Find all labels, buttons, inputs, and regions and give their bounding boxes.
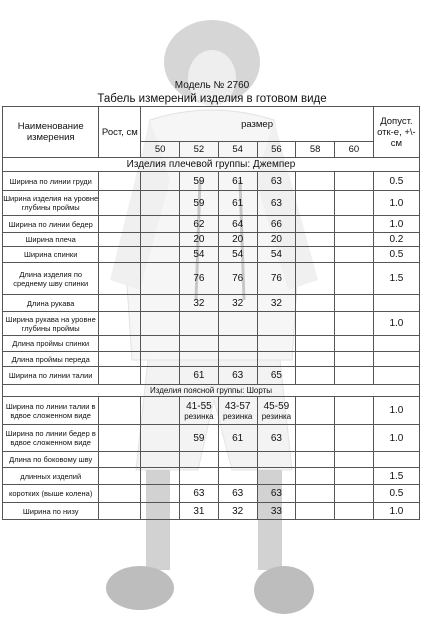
table-row bbox=[3, 452, 420, 468]
row-tolerance: 1.0 bbox=[373, 503, 419, 520]
cell-value: 76 bbox=[193, 273, 205, 284]
row-tolerance: 0.2 bbox=[373, 233, 419, 247]
cell-size-56 bbox=[257, 367, 296, 385]
cell-size-58 bbox=[296, 425, 335, 452]
row-name: Ширина плеча bbox=[3, 233, 99, 247]
cell-value: 32 bbox=[232, 505, 244, 517]
row-tolerance: 0.5 bbox=[373, 172, 419, 191]
size-54: 54 bbox=[218, 142, 257, 158]
cell-size-54 bbox=[218, 263, 257, 295]
table-row bbox=[3, 233, 420, 247]
cell-size-50 bbox=[141, 295, 180, 312]
row-height-cell bbox=[99, 312, 141, 336]
cell-value: 63 bbox=[270, 488, 282, 499]
cell-size-50 bbox=[141, 247, 180, 263]
row-tolerance bbox=[373, 352, 419, 367]
titles bbox=[0, 80, 424, 106]
cell-note: резинка bbox=[261, 411, 292, 421]
cell-size-60 bbox=[335, 336, 374, 352]
cell-size-58 bbox=[296, 233, 335, 247]
row-name: Ширина по линии бедер в вдвое сложенном виде bbox=[3, 425, 99, 452]
cell-value: 61 bbox=[232, 432, 244, 444]
cell-value: 61 bbox=[232, 197, 244, 209]
cell-size-52 bbox=[180, 352, 219, 367]
header-height: Рост, см bbox=[99, 107, 141, 158]
header-size: размер bbox=[141, 107, 374, 142]
row-height-cell bbox=[99, 336, 141, 352]
cell-size-50 bbox=[141, 397, 180, 425]
table-row bbox=[3, 172, 420, 191]
cell-size-50 bbox=[141, 352, 180, 367]
row-height-cell bbox=[99, 216, 141, 233]
cell-size-52 bbox=[180, 367, 219, 385]
cell-note: резинка bbox=[184, 411, 214, 421]
cell-size-58 bbox=[296, 485, 335, 503]
row-name: длинных изделий bbox=[3, 468, 99, 485]
table-row bbox=[3, 312, 420, 336]
table-title: Табель измерений изделия в готовом виде bbox=[97, 93, 327, 105]
group-title-bottom: Изделия поясной группы: Шорты bbox=[3, 385, 420, 397]
group-title-top: Изделия плечевой группы: Джемпер bbox=[3, 158, 420, 172]
cell-value: 63 bbox=[270, 197, 282, 209]
cell-size-60 bbox=[335, 397, 374, 425]
row-tolerance: 1.0 bbox=[373, 397, 419, 425]
cell-size-58 bbox=[296, 503, 335, 520]
row-tolerance: 0.5 bbox=[373, 485, 419, 503]
row-name: Длина рукава bbox=[3, 295, 99, 312]
cell-size-52 bbox=[180, 233, 219, 247]
cell-size-56 bbox=[257, 216, 296, 233]
cell-size-60 bbox=[335, 312, 374, 336]
cell-size-50 bbox=[141, 485, 180, 503]
cell-size-52 bbox=[180, 485, 219, 503]
size-58: 58 bbox=[296, 142, 335, 158]
row-tolerance bbox=[373, 295, 419, 312]
cell-size-58 bbox=[296, 452, 335, 468]
row-name: Длина проймы переда bbox=[3, 352, 99, 367]
row-name: Ширина по низу bbox=[3, 503, 99, 520]
cell-size-50 bbox=[141, 312, 180, 336]
header-name: Наименование измерения bbox=[3, 107, 99, 158]
row-tolerance bbox=[373, 367, 419, 385]
row-height-cell bbox=[99, 397, 141, 425]
cell-size-54 bbox=[218, 233, 257, 247]
row-height-cell bbox=[99, 295, 141, 312]
cell-size-54 bbox=[218, 247, 257, 263]
cell-size-54 bbox=[218, 452, 257, 468]
cell-size-52 bbox=[180, 172, 219, 191]
cell-size-50 bbox=[141, 367, 180, 385]
cell-size-54 bbox=[218, 367, 257, 385]
cell-size-52 bbox=[180, 216, 219, 233]
row-height-cell bbox=[99, 503, 141, 520]
cell-size-60 bbox=[335, 263, 374, 295]
cell-size-56 bbox=[257, 247, 296, 263]
cell-value: 63 bbox=[270, 432, 282, 444]
cell-size-54 bbox=[218, 352, 257, 367]
cell-value: 20 bbox=[232, 234, 244, 245]
row-name: Ширина рукава на уровне глубины проймы bbox=[3, 312, 99, 336]
cell-size-58 bbox=[296, 172, 335, 191]
row-name: Длина проймы спинки bbox=[3, 336, 99, 352]
cell-size-60 bbox=[335, 172, 374, 191]
row-name: Ширина изделия на уровне глубины проймы bbox=[3, 191, 99, 216]
cell-size-54 bbox=[218, 191, 257, 216]
cell-size-50 bbox=[141, 336, 180, 352]
cell-size-54 bbox=[218, 503, 257, 520]
cell-size-56 bbox=[257, 503, 296, 520]
cell-size-56 bbox=[257, 425, 296, 452]
cell-value: 54 bbox=[232, 249, 244, 260]
row-height-cell bbox=[99, 172, 141, 191]
cell-value: 63 bbox=[232, 370, 244, 381]
cell-size-52 bbox=[180, 295, 219, 312]
cell-size-58 bbox=[296, 468, 335, 485]
cell-size-58 bbox=[296, 367, 335, 385]
cell-size-60 bbox=[335, 452, 374, 468]
row-name: Длина изделия по среднему шву спинки bbox=[3, 263, 99, 295]
cell-size-52 bbox=[180, 247, 219, 263]
cell-size-54 bbox=[218, 425, 257, 452]
cell-size-50 bbox=[141, 191, 180, 216]
cell-value: 76 bbox=[232, 273, 244, 284]
cell-size-54 bbox=[218, 216, 257, 233]
table-row bbox=[3, 485, 420, 503]
cell-size-60 bbox=[335, 247, 374, 263]
cell-size-56 bbox=[257, 452, 296, 468]
cell-value: 31 bbox=[193, 505, 205, 517]
cell-value: 63 bbox=[193, 488, 205, 499]
cell-value: 20 bbox=[193, 234, 205, 245]
cell-size-56 bbox=[257, 312, 296, 336]
cell-size-50 bbox=[141, 233, 180, 247]
cell-value: 33 bbox=[270, 505, 282, 517]
table-row bbox=[3, 336, 420, 352]
cell-size-60 bbox=[335, 233, 374, 247]
cell-value: 61 bbox=[232, 175, 244, 187]
header-tolerance: Допуст. отк-е, +\-см bbox=[373, 107, 419, 158]
row-name: коротких (выше колена) bbox=[3, 485, 99, 503]
table-row bbox=[3, 468, 420, 485]
size-50: 50 bbox=[141, 142, 180, 158]
cell-size-56 bbox=[257, 172, 296, 191]
table-row bbox=[3, 247, 420, 263]
size-56: 56 bbox=[257, 142, 296, 158]
row-tolerance: 1.0 bbox=[373, 312, 419, 336]
cell-value: 41-55 bbox=[186, 400, 212, 412]
cell-size-52 bbox=[180, 425, 219, 452]
cell-size-56 bbox=[257, 263, 296, 295]
cell-value: 62 bbox=[193, 218, 205, 230]
model-title: Модель № 2760 bbox=[174, 80, 250, 91]
cell-size-60 bbox=[335, 216, 374, 233]
row-name: Ширина по линии талии bbox=[3, 367, 99, 385]
cell-size-54 bbox=[218, 468, 257, 485]
cell-size-56 bbox=[257, 352, 296, 367]
row-height-cell bbox=[99, 367, 141, 385]
cell-value: 45-59 bbox=[263, 400, 290, 412]
table-row bbox=[3, 191, 420, 216]
cell-size-58 bbox=[296, 295, 335, 312]
cell-value: 32 bbox=[270, 297, 282, 309]
measurement-table bbox=[2, 106, 420, 520]
cell-size-60 bbox=[335, 295, 374, 312]
row-name: Ширина по линии талии в вдвое сложенном виде bbox=[3, 397, 99, 425]
cell-size-56 bbox=[257, 397, 296, 425]
row-height-cell bbox=[99, 233, 141, 247]
cell-size-60 bbox=[335, 352, 374, 367]
table-row bbox=[3, 503, 420, 520]
row-height-cell bbox=[99, 485, 141, 503]
cell-size-54 bbox=[218, 485, 257, 503]
cell-size-60 bbox=[335, 485, 374, 503]
cell-value: 63 bbox=[270, 175, 282, 187]
cell-size-50 bbox=[141, 452, 180, 468]
row-name: Ширина по линии груди bbox=[3, 172, 99, 191]
size-60: 60 bbox=[335, 142, 374, 158]
cell-size-56 bbox=[257, 191, 296, 216]
cell-value: 59 bbox=[193, 197, 205, 209]
table-row bbox=[3, 367, 420, 385]
row-name: Ширина по линии бедер bbox=[3, 216, 99, 233]
cell-size-60 bbox=[335, 468, 374, 485]
row-tolerance: 1.5 bbox=[373, 263, 419, 295]
cell-value: 59 bbox=[193, 432, 205, 444]
cell-size-52 bbox=[180, 263, 219, 295]
row-height-cell bbox=[99, 247, 141, 263]
cell-size-52 bbox=[180, 468, 219, 485]
cell-size-52 bbox=[180, 452, 219, 468]
row-tolerance: 1.0 bbox=[373, 425, 419, 452]
table-row bbox=[3, 425, 420, 452]
row-height-cell bbox=[99, 191, 141, 216]
row-name: Длина по боковому шву bbox=[3, 452, 99, 468]
row-tolerance: 1.5 bbox=[373, 468, 419, 485]
size-52: 52 bbox=[180, 142, 219, 158]
table-row bbox=[3, 352, 420, 367]
table-row bbox=[3, 216, 420, 233]
cell-size-58 bbox=[296, 397, 335, 425]
row-tolerance: 1.0 bbox=[373, 191, 419, 216]
row-height-cell bbox=[99, 352, 141, 367]
cell-size-52 bbox=[180, 191, 219, 216]
cell-size-58 bbox=[296, 191, 335, 216]
row-height-cell bbox=[99, 452, 141, 468]
cell-value: 65 bbox=[270, 370, 282, 381]
cell-value: 43-57 bbox=[224, 400, 251, 412]
cell-size-58 bbox=[296, 352, 335, 367]
cell-size-56 bbox=[257, 295, 296, 312]
cell-size-60 bbox=[335, 191, 374, 216]
cell-size-52 bbox=[180, 312, 219, 336]
row-tolerance bbox=[373, 336, 419, 352]
cell-size-56 bbox=[257, 485, 296, 503]
cell-value: 20 bbox=[270, 234, 282, 245]
row-tolerance: 0.5 bbox=[373, 247, 419, 263]
row-tolerance: 1.0 bbox=[373, 216, 419, 233]
cell-size-58 bbox=[296, 336, 335, 352]
cell-size-56 bbox=[257, 233, 296, 247]
cell-size-56 bbox=[257, 468, 296, 485]
cell-size-50 bbox=[141, 216, 180, 233]
cell-size-56 bbox=[257, 336, 296, 352]
cell-value: 63 bbox=[232, 488, 244, 499]
cell-size-54 bbox=[218, 172, 257, 191]
cell-size-60 bbox=[335, 367, 374, 385]
row-tolerance bbox=[373, 452, 419, 468]
cell-size-58 bbox=[296, 312, 335, 336]
cell-value: 61 bbox=[193, 370, 205, 381]
row-height-cell bbox=[99, 468, 141, 485]
cell-size-54 bbox=[218, 295, 257, 312]
row-height-cell bbox=[99, 263, 141, 295]
cell-size-58 bbox=[296, 247, 335, 263]
cell-value: 66 bbox=[270, 218, 282, 230]
table-row bbox=[3, 263, 420, 295]
cell-value: 54 bbox=[270, 249, 282, 260]
cell-note: резинка bbox=[222, 411, 253, 421]
cell-size-52 bbox=[180, 397, 219, 425]
cell-size-50 bbox=[141, 263, 180, 295]
cell-size-50 bbox=[141, 503, 180, 520]
cell-size-52 bbox=[180, 336, 219, 352]
cell-size-60 bbox=[335, 425, 374, 452]
cell-size-58 bbox=[296, 216, 335, 233]
cell-value: 64 bbox=[232, 218, 244, 230]
cell-value: 54 bbox=[193, 249, 205, 260]
cell-size-50 bbox=[141, 468, 180, 485]
table-row bbox=[3, 295, 420, 312]
row-height-cell bbox=[99, 425, 141, 452]
row-name: Ширина спинки bbox=[3, 247, 99, 263]
table-row bbox=[3, 397, 420, 425]
cell-size-50 bbox=[141, 172, 180, 191]
cell-size-60 bbox=[335, 503, 374, 520]
cell-value: 59 bbox=[193, 175, 205, 187]
cell-value: 32 bbox=[232, 297, 244, 309]
cell-value: 32 bbox=[193, 297, 205, 309]
cell-size-54 bbox=[218, 312, 257, 336]
cell-size-50 bbox=[141, 425, 180, 452]
cell-value: 76 bbox=[270, 273, 282, 284]
cell-size-52 bbox=[180, 503, 219, 520]
cell-size-54 bbox=[218, 397, 257, 425]
cell-size-58 bbox=[296, 263, 335, 295]
cell-size-54 bbox=[218, 336, 257, 352]
